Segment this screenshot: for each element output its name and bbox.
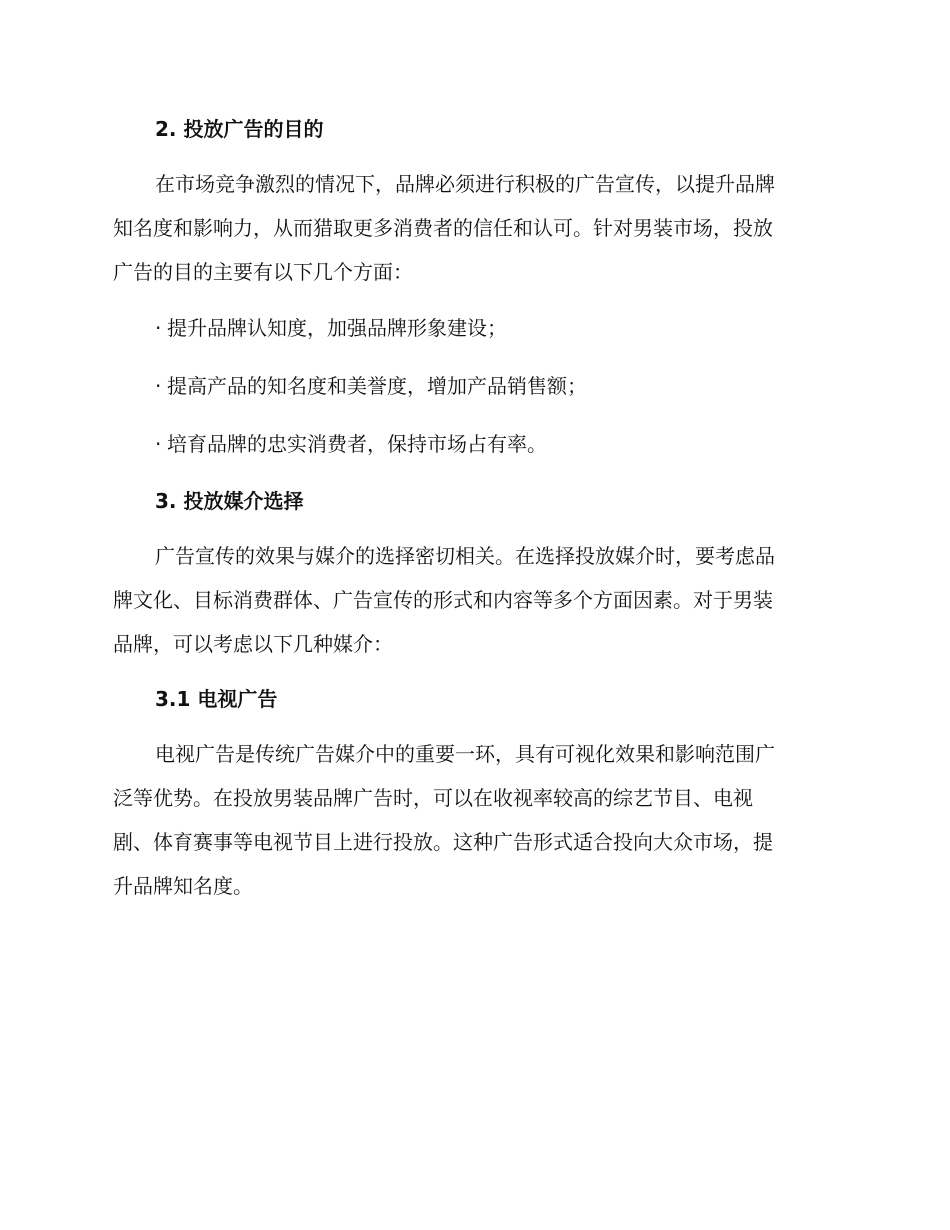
paragraph-line: 剧、体育赛事等电视节目上进行投放。这种广告形式适合投向大众市场，提 — [113, 830, 773, 854]
bullet-item — [113, 306, 833, 350]
paragraph-tv-ads — [113, 732, 833, 908]
paragraph-line: 品牌，可以考虑以下几种媒介： — [113, 632, 393, 656]
bullet-item — [113, 422, 833, 466]
paragraph-ad-purpose — [113, 162, 833, 294]
section-heading-media-selection: 3. 投放媒介选择 — [155, 489, 304, 513]
paragraph-line: 广告宣传的效果与媒介的选择密切相关。在选择投放媒介时，要考虑品 — [155, 544, 775, 568]
paragraph-line: 在市场竞争激烈的情况下，品牌必须进行积极的广告宣传，以提升品牌 — [155, 172, 775, 196]
paragraph-line: 升品牌知名度。 — [113, 874, 253, 898]
paragraph-line: 广告的目的主要有以下几个方面： — [113, 260, 413, 284]
paragraph-media-selection — [113, 534, 833, 666]
paragraph-line: 知名度和影响力，从而猎取更多消费者的信任和认可。针对男装市场，投放 — [113, 216, 773, 240]
document-content — [113, 108, 833, 920]
section-heading-ad-purpose: 2. 投放广告的目的 — [155, 117, 324, 141]
bullet-text: 提高产品的知名度和美誉度，增加产品销售额； — [167, 374, 587, 398]
paragraph-line: 泛等优势。在投放男装品牌广告时，可以在收视率较高的综艺节目、电视 — [113, 786, 753, 810]
paragraph-line: 牌文化、目标消费群体、广告宣传的形式和内容等多个方面因素。对于男装 — [113, 588, 773, 612]
bullet-marker: · — [155, 316, 162, 340]
bullet-marker: · — [155, 374, 162, 398]
bullet-marker: · — [155, 432, 162, 456]
bullet-text: 提升品牌认知度，加强品牌形象建设； — [167, 316, 507, 340]
paragraph-line: 电视广告是传统广告媒介中的重要一环，具有可视化效果和影响范围广 — [155, 742, 775, 766]
bullet-text: 培育品牌的忠实消费者，保持市场占有率。 — [167, 432, 547, 456]
bullet-item — [113, 364, 833, 408]
section-heading-tv-ads: 3.1 电视广告 — [155, 687, 278, 711]
